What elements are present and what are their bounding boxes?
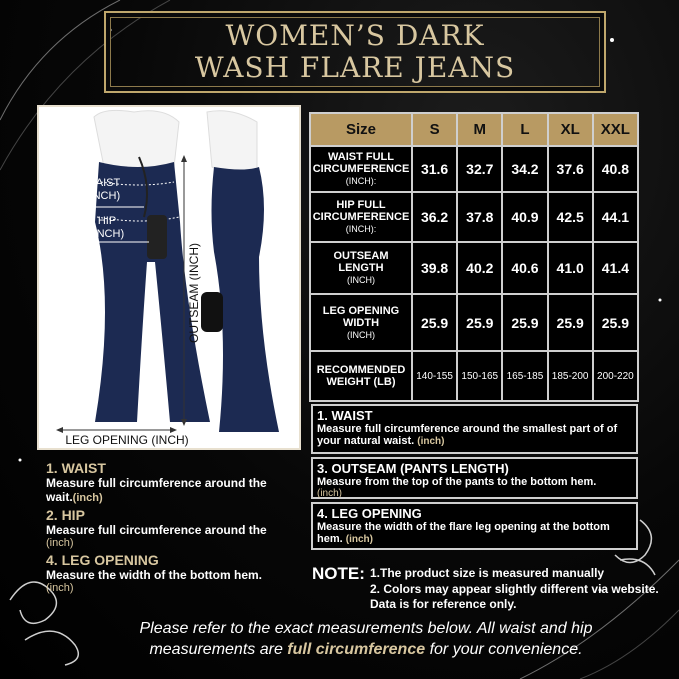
note-label: NOTE: [312, 564, 365, 583]
cell: 40.9 [502, 192, 547, 242]
product-photo [37, 105, 301, 450]
table-row [310, 242, 638, 294]
note-item: 2. Colors may appear slightly different via website. [370, 582, 659, 596]
header-l: L [502, 113, 547, 146]
table-row [310, 192, 638, 242]
cell: 36.2 [412, 192, 457, 242]
cell: 37.8 [457, 192, 502, 242]
leg-opening-label: LEG OPENING (INCH) [65, 433, 189, 447]
row-label: LEG OPENING WIDTH (INCH) [310, 294, 412, 351]
note-item: 1.The product size is measured manually [370, 566, 605, 580]
row-label: WAIST FULL CIRCUMFERENCE (INCH): [310, 146, 412, 192]
jeans-illustration [39, 107, 301, 450]
guide-hip: 2. HIP Measure full circumference around the (inch) [46, 507, 267, 549]
cell: 40.8 [593, 146, 638, 192]
header-m: M [457, 113, 502, 146]
header-size: Size [310, 113, 412, 146]
cell: 140-155 [412, 351, 457, 401]
cell: 41.0 [548, 242, 593, 294]
note-outseam: 3. OUTSEAM (PANTS LENGTH) Measure from the top of the pants to the bottom hem. (inch) [311, 457, 638, 499]
bottom-highlight: full circumference [287, 641, 426, 658]
row-label: OUTSEAM LENGTH (INCH) [310, 242, 412, 294]
waist-label: WAIST (INCH) [85, 177, 121, 202]
cell: 25.9 [593, 294, 638, 351]
cell: 41.4 [593, 242, 638, 294]
title-line-1: WOMEN’S DARK [225, 19, 485, 52]
cell: 31.6 [412, 146, 457, 192]
cell: 200-220 [593, 351, 638, 401]
cell: 32.7 [457, 146, 502, 192]
guide-leg-opening: 4. LEG OPENING Measure the width of the bottom hem. (inch) [46, 552, 263, 594]
hip-label: HIP (INCH) [89, 215, 125, 240]
guide-waist: 1. WAIST Measure full circumference around the wait.(inch) [46, 460, 267, 504]
cell: 25.9 [548, 294, 593, 351]
outseam-label: OUTSEAM (INCH) [187, 243, 201, 343]
cell: 40.6 [502, 242, 547, 294]
size-header-row [310, 113, 638, 146]
header-xl: XL [548, 113, 593, 146]
bottom-disclaimer: Please refer to the exact measurements below. All waist and hip measurements are full circumference for your convenience. [139, 620, 593, 658]
cell: 25.9 [502, 294, 547, 351]
size-chart-table [309, 112, 639, 402]
cell: 40.2 [457, 242, 502, 294]
title-line-2: WASH FLARE JEANS [194, 51, 516, 84]
cell: 150-165 [457, 351, 502, 401]
cell: 44.1 [593, 192, 638, 242]
note-leg-opening: 4. LEG OPENING Measure the width of the flare leg opening at the bottom hem. (inch) [311, 502, 638, 550]
table-row [310, 146, 638, 192]
cell: 185-200 [548, 351, 593, 401]
measurement-notes [311, 404, 638, 553]
cell: 25.9 [457, 294, 502, 351]
table-row [310, 294, 638, 351]
cell: 25.9 [412, 294, 457, 351]
note-waist: 1. WAIST Measure full circumference around the smallest part of of your natural waist. (inch) [311, 404, 638, 454]
cell: 42.5 [548, 192, 593, 242]
cell: 34.2 [502, 146, 547, 192]
header-xxl: XXL [593, 113, 638, 146]
cell: 37.6 [548, 146, 593, 192]
title-frame [104, 11, 606, 93]
table-row [310, 351, 638, 401]
row-label: RECOMMENDED WEIGHT (LB) [310, 351, 412, 401]
header-s: S [412, 113, 457, 146]
cell: 165-185 [502, 351, 547, 401]
note-item: Data is for reference only. [370, 597, 517, 611]
left-measurement-guide [46, 460, 296, 595]
cell: 39.8 [412, 242, 457, 294]
row-label: HIP FULL CIRCUMFERENCE (INCH): [310, 192, 412, 242]
